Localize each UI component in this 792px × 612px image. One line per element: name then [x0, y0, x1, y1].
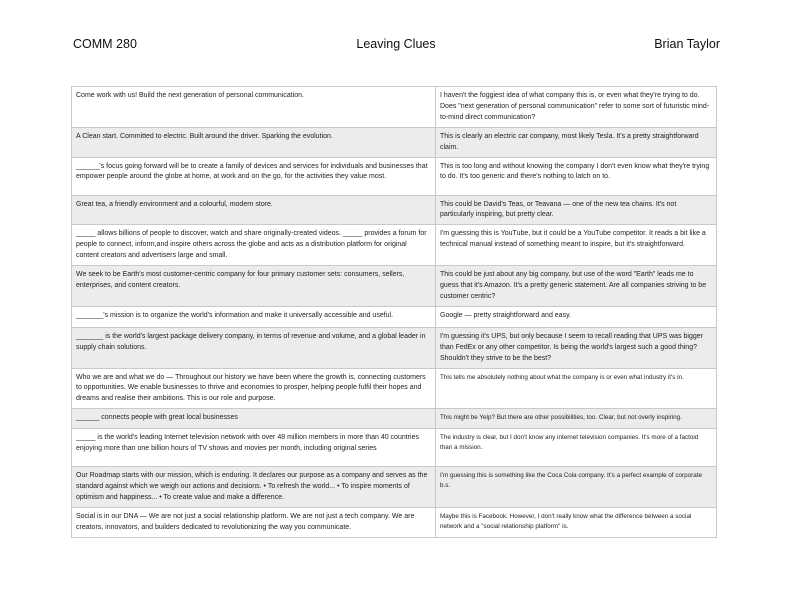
table-row: [72, 327, 717, 368]
statement-cell: A Clean start. Committed to electric. Built around the driver. Sparking the evolution.: [72, 127, 436, 157]
response-cell: I'm guessing this is YouTube, but it could be a YouTube competitor. It reads a bit like a technical manual instead of something meant to inspire, but it's straightforward.: [436, 225, 717, 266]
statement-cell: ______ connects people with great local businesses: [72, 409, 436, 429]
statement-cell: We seek to be Earth's most customer-centric company for four primary customer sets: consumers, sellers, enterprises, and content creators.: [72, 266, 436, 307]
table-row: [72, 225, 717, 266]
course-code: COMM 280: [73, 37, 137, 51]
response-cell: I'm guessing it's UPS, but only because I seem to recall reading that UPS was bigger than FedEx or any other competitor. Is being the world's largest such a good thing? Shouldn't they strive to be the best?: [436, 327, 717, 368]
statement-cell: _______ is the world's largest package delivery company, in terms of revenue and volume, and a global leader in supply chain solutions.: [72, 327, 436, 368]
statement-cell: _____ allows billions of people to discover, watch and share originally-created videos. _____ provides a forum for people to connect, inform,and inspire others across the globe and acts as a distribution platform for original content creators and advertisers large and small.: [72, 225, 436, 266]
statement-cell: Our Roadmap starts with our mission, which is enduring. It declares our purpose as a company and serves as the standard against which we weigh our actions and decisions. • To refresh the world... • To inspire moments of optimism and happiness... • To create value and make a difference.: [72, 467, 436, 508]
response-cell: This tells me absolutely nothing about what the company is or even what industry it's in.: [436, 368, 717, 409]
table-row: [72, 127, 717, 157]
statement-cell: Come work with us! Build the next generation of personal communication.: [72, 87, 436, 128]
statement-cell: _____ is the world's leading Internet television network with over 48 million members in more than 40 countries enjoying more than one billion hours of TV shows and movies per month, including original series: [72, 429, 436, 467]
table-row: [72, 507, 717, 537]
author-name: Brian Taylor: [654, 37, 720, 51]
response-cell: This might be Yelp? But there are other possibilities, too. Clear, but not overly inspiring.: [436, 409, 717, 429]
response-cell: Google — pretty straightforward and easy.: [436, 306, 717, 327]
table-row: [72, 306, 717, 327]
table-row: [72, 157, 717, 195]
mission-statements-table: [71, 86, 717, 538]
table-row: [72, 409, 717, 429]
statement-cell: Who we are and what we do — Throughout our history we have been where the growth is, connecting customers to opportunities. We enable businesses to thrive and economies to prosper, helping people fulfil their hopes and dreams and realise their ambitions. This is our role and purpose.: [72, 368, 436, 409]
statement-cell: Great tea, a friendly environment and a colourful, modern store.: [72, 195, 436, 225]
response-cell: This is too long and without knowing the company I don't even know what they're trying to do. It's too generic and there's nothing to latch on to.: [436, 157, 717, 195]
table-row: [72, 266, 717, 307]
statement-cell: _______'s mission is to organize the world's information and make it universally accessible and useful.: [72, 306, 436, 327]
table-row: [72, 195, 717, 225]
statement-cell: Social is in our DNA — We are not just a social relationship platform. We are not just a tech company. We are creators, innovators, and builders dedicated to revolutionizing the way you communicate.: [72, 507, 436, 537]
response-cell: This could be David's Teas, or Teavana — one of the new tea chains. It's not particularly inspiring, but pretty clear.: [436, 195, 717, 225]
response-cell: This is clearly an electric car company, most likely Tesla. It's a pretty straightforward claim.: [436, 127, 717, 157]
response-cell: The industry is clear, but I don't know any internet television companies. It's more of a factoid than a mission.: [436, 429, 717, 467]
response-cell: I'm guessing this is something like the Coca Cola company. It's a perfect example of corporate b.s.: [436, 467, 717, 508]
page-title: Leaving Clues: [356, 37, 436, 51]
table-row: [72, 467, 717, 508]
table-row: [72, 87, 717, 128]
statement-cell: ______'s focus going forward will be to create a family of devices and services for individuals and businesses that empower people around the globe at home, at work and on the go, for the activities they value most.: [72, 157, 436, 195]
table-row: [72, 368, 717, 409]
response-cell: This could be just about any big company, but use of the word "Earth" leads me to guess that it's Amazon. It's a pretty generic statement. Are all companies striving to be customer centric?: [436, 266, 717, 307]
response-cell: I haven't the foggiest idea of what company this is, or even what they're trying to do. Does "next generation of personal communication" refer to some sort of futuristic mind-to-mind direct communication?: [436, 87, 717, 128]
table-row: [72, 429, 717, 467]
response-cell: Maybe this is Facebook. However, I don't really know what the difference between a social network and a "social relationship platform" is.: [436, 507, 717, 537]
